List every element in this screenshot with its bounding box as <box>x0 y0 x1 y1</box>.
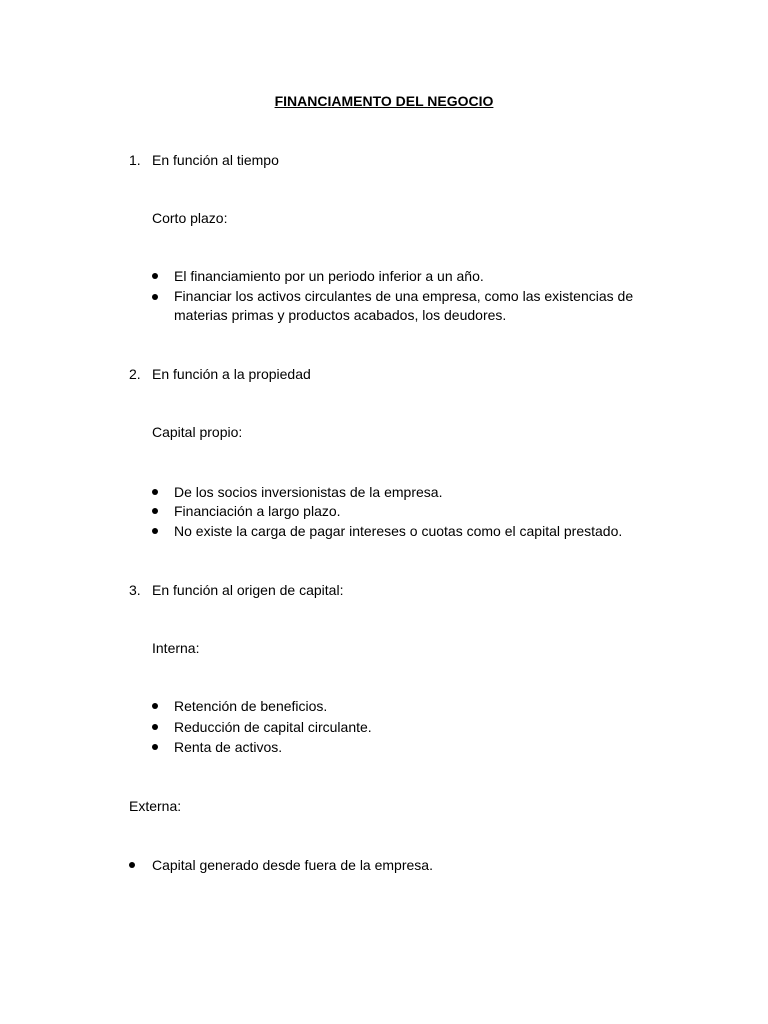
external-heading: Externa: <box>129 798 182 814</box>
bullet-dot <box>152 703 158 709</box>
section-1-heading: En función al tiempo <box>152 152 279 168</box>
section-3-number: 3. <box>129 582 141 598</box>
section-2-bullet-3: No existe la carga de pagar intereses o cuotas como el capital prestado. <box>174 523 623 539</box>
section-1-subheading: Corto plazo: <box>152 210 228 226</box>
bullet-dot <box>152 744 158 750</box>
section-3-heading: En función al origen de capital: <box>152 582 344 598</box>
section-2-bullet-2: Financiación a largo plazo. <box>174 503 341 519</box>
section-3-bullet-3: Renta de activos. <box>174 739 283 755</box>
section-2-number: 2. <box>129 366 141 382</box>
bullet-dot <box>129 862 135 868</box>
bullet-dot <box>152 508 158 514</box>
bullet-dot <box>152 724 158 730</box>
bullet-dot <box>152 294 158 300</box>
section-3-bullet-1: Retención de beneficios. <box>174 698 328 714</box>
bullet-dot <box>152 528 158 534</box>
section-2-bullet-1: De los socios inversionistas de la empresa. <box>174 484 443 500</box>
bullet-dot <box>152 489 158 495</box>
section-3-bullet-2: Reducción de capital circulante. <box>174 719 372 735</box>
section-3-subheading: Interna: <box>152 640 200 656</box>
section-1-bullet-2: Financiar los activos circulantes de una empresa, como las existencias de materias primas y productos acabados, los deudores. <box>174 288 634 323</box>
document-title: FINANCIAMENTO DEL NEGOCIO <box>274 93 494 109</box>
bullet-dot <box>152 273 158 279</box>
section-2-heading: En función a la propiedad <box>152 366 311 382</box>
external-bullet-1: Capital generado desde fuera de la empresa. <box>152 857 433 873</box>
section-2-subheading: Capital propio: <box>152 424 243 440</box>
section-1-number: 1. <box>129 152 141 168</box>
section-1-bullet-1: El financiamiento por un periodo inferior a un año. <box>174 268 484 284</box>
